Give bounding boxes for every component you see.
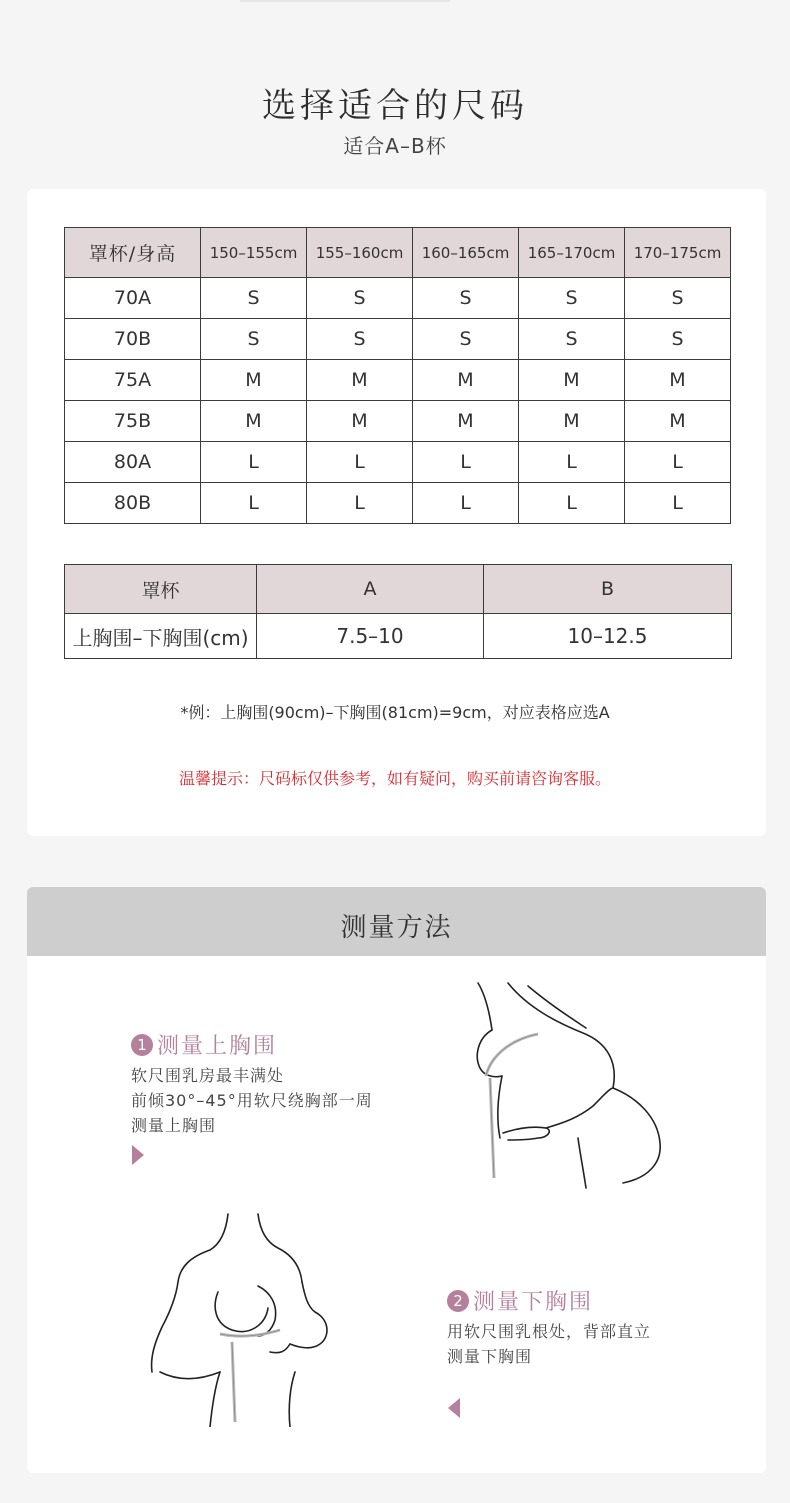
table-row <box>65 614 732 659</box>
step2-description <box>447 1319 651 1369</box>
height-header: 150–155cm <box>201 228 307 278</box>
size-table-corner: 罩杯/身高 <box>65 228 201 278</box>
cup-range-a: 7.5–10 <box>257 614 484 659</box>
size-cell: M <box>519 360 625 401</box>
top-divider <box>240 0 450 2</box>
page-title: 选择适合的尺码 <box>262 86 528 126</box>
cup-cell: 75B <box>65 401 201 442</box>
cup-cell: 80A <box>65 442 201 483</box>
cup-cell: 70B <box>65 319 201 360</box>
size-cell: M <box>413 360 519 401</box>
lower-bust-illustration <box>140 1212 340 1427</box>
size-cell: L <box>413 442 519 483</box>
size-table-header <box>65 228 731 278</box>
cup-header-b: B <box>484 565 732 614</box>
size-cell: L <box>307 442 413 483</box>
warm-tip: 温馨提示：尺码标仅供参考，如有疑问，购买前请咨询客服。 <box>178 769 611 788</box>
height-header: 170–175cm <box>625 228 731 278</box>
size-table <box>64 227 731 524</box>
size-cell: S <box>413 278 519 319</box>
size-cell: S <box>519 278 625 319</box>
size-cell: M <box>625 401 731 442</box>
cup-table <box>64 564 732 659</box>
size-cell: S <box>625 319 731 360</box>
example-note: *例：上胸围(90cm)–下胸围(81cm)=9cm，对应表格应选A <box>180 703 610 722</box>
table-row <box>65 401 731 442</box>
size-cell: S <box>201 319 307 360</box>
cup-table-header <box>65 565 732 614</box>
size-cell: S <box>519 319 625 360</box>
table-row <box>65 442 731 483</box>
size-cell: M <box>201 401 307 442</box>
height-header: 155–160cm <box>307 228 413 278</box>
size-cell: S <box>307 278 413 319</box>
table-row <box>65 360 731 401</box>
size-cell: L <box>201 483 307 524</box>
size-cell: M <box>307 360 413 401</box>
step2-number-badge: 2 <box>447 1290 469 1312</box>
cup-cell: 75A <box>65 360 201 401</box>
size-cell: L <box>201 442 307 483</box>
cup-row-label: 上胸围–下胸围(cm) <box>65 614 257 659</box>
size-cell: L <box>519 442 625 483</box>
size-cell: S <box>201 278 307 319</box>
step1-line: 前倾30°–45°用软尺绕胸部一周 <box>131 1091 373 1110</box>
size-cell: L <box>625 442 731 483</box>
size-cell: M <box>413 401 519 442</box>
size-cell: L <box>519 483 625 524</box>
height-header: 165–170cm <box>519 228 625 278</box>
cup-range-b: 10–12.5 <box>484 614 732 659</box>
cup-header-label: 罩杯 <box>65 565 257 614</box>
table-row <box>65 319 731 360</box>
step2-line: 测量下胸围 <box>447 1347 533 1366</box>
arrow-left-icon <box>447 1397 461 1419</box>
step1-number-badge: 1 <box>131 1034 153 1056</box>
size-cell: L <box>307 483 413 524</box>
size-cell: M <box>519 401 625 442</box>
size-cell: M <box>201 360 307 401</box>
step1-title <box>131 1029 277 1060</box>
size-cell: L <box>413 483 519 524</box>
step2-title <box>447 1285 593 1316</box>
size-cell: M <box>307 401 413 442</box>
step1-line: 软尺围乳房最丰满处 <box>131 1066 285 1085</box>
height-header: 160–165cm <box>413 228 519 278</box>
upper-bust-illustration <box>468 978 668 1193</box>
size-cell: L <box>625 483 731 524</box>
table-row <box>65 483 731 524</box>
page-subtitle: 适合A–B杯 <box>343 134 447 158</box>
measure-title: 测量方法 <box>340 913 453 943</box>
size-cell: S <box>307 319 413 360</box>
arrow-right-icon <box>131 1144 145 1166</box>
cup-cell: 70A <box>65 278 201 319</box>
measure-card-header <box>27 887 766 956</box>
step1-line: 测量上胸围 <box>131 1116 217 1135</box>
step1-description <box>131 1063 373 1138</box>
table-row <box>65 278 731 319</box>
size-cell: S <box>625 278 731 319</box>
step1-title-text: 测量上胸围 <box>157 1034 278 1059</box>
step2-line: 用软尺围乳根处，背部直立 <box>447 1322 652 1341</box>
cup-header-a: A <box>257 565 484 614</box>
size-cell: S <box>413 319 519 360</box>
size-cell: M <box>625 360 731 401</box>
step2-title-text: 测量下胸围 <box>473 1290 594 1315</box>
cup-cell: 80B <box>65 483 201 524</box>
